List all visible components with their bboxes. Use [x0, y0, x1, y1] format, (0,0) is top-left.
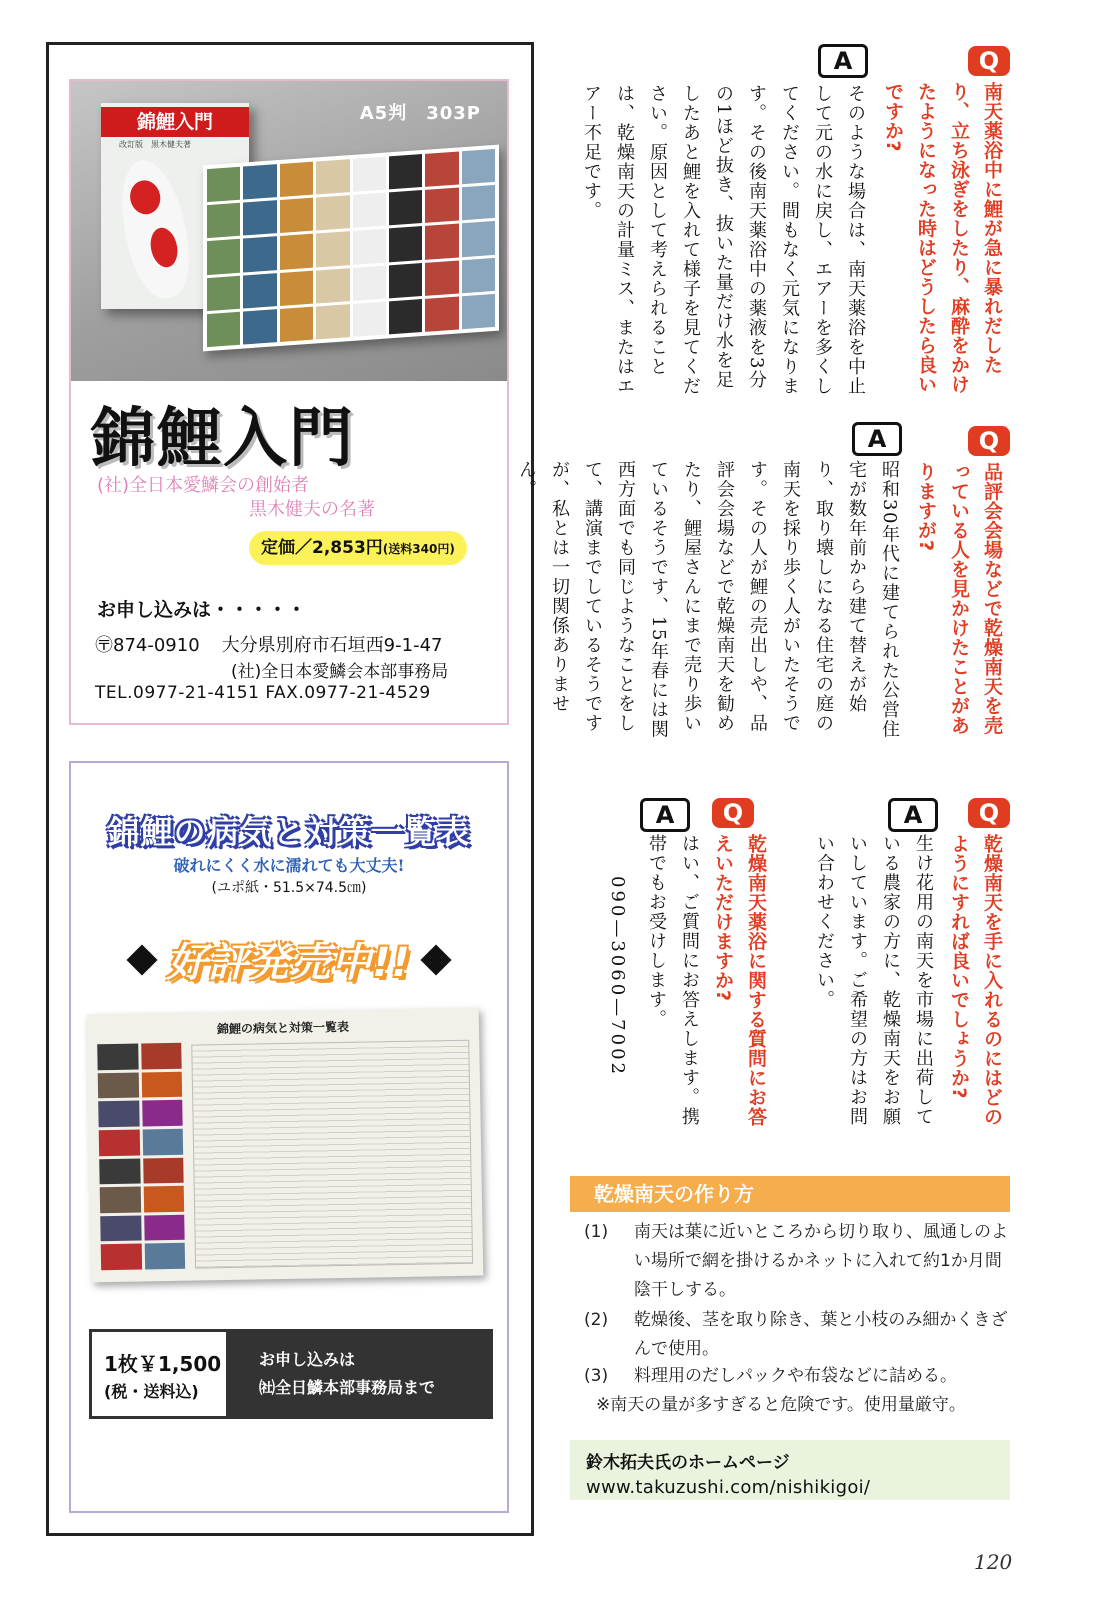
question-badge: Q	[968, 426, 1010, 456]
chart-poster-photo	[87, 1008, 484, 1283]
photo-tile	[389, 263, 422, 299]
on-sale-text: 好評発売中!!	[167, 940, 411, 986]
chart-price-box	[92, 1332, 226, 1416]
question-text: 乾燥南天を手に入れるのにはどのようにすれば良いでしょうか?	[948, 834, 1003, 1127]
book-price: 定価／2,853円	[261, 538, 383, 558]
answer-text: 生け花用の南天を市場に出荷している農家の方に、乾燥南天をお願いしています。ご希望の方はお問い合わせください。	[814, 834, 934, 1127]
photo-tile	[353, 157, 386, 193]
chart-ad-title: 錦鯉の病気と対策一覧表	[107, 813, 471, 851]
poster-thumbnail	[97, 1044, 138, 1070]
photo-tile	[243, 164, 276, 200]
answer-badge: A	[818, 44, 868, 78]
koi-illustration	[111, 154, 199, 303]
poster-thumbnail	[101, 1244, 142, 1270]
step-number: (3)	[584, 1366, 609, 1386]
photo-tile	[243, 200, 276, 236]
book-open-pages	[203, 145, 499, 352]
chart-order-text: お申し込みは	[259, 1350, 356, 1369]
howto-step	[584, 1362, 1014, 1391]
photo-tile	[353, 265, 386, 301]
photo-tile	[389, 299, 422, 335]
book-price-badge	[249, 531, 467, 565]
photo-tile	[462, 258, 495, 294]
chart-ad-spec: (ユポ紙・51.5×74.5㎝)	[211, 880, 367, 896]
diamond-icon	[420, 944, 451, 975]
chart-advertisement	[69, 761, 509, 1513]
photo-tile	[207, 203, 240, 239]
poster-thumbnail	[144, 1243, 185, 1269]
organization-name: (社)全日本愛鱗会本部事務局	[231, 662, 449, 682]
photo-tile	[207, 275, 240, 311]
howto-step	[584, 1306, 1014, 1364]
chart-price: 1枚￥1,500	[104, 1352, 222, 1376]
chart-order-bar	[89, 1329, 493, 1419]
answer-text: 昭和30年代に建てられた公営住宅が数年前から建て替えが始り、取り壊しになる住宅の庭の南天を採り歩く人がいたそうです。その人が鯉の売出しや、品評会会場などで乾燥南天を勧めたり、鯉屋さんにまで売り歩いているそうです、15年春には関西方面でも同じようなことをして、講演までしているそうですが、私とは一切関係ありません。	[516, 460, 900, 740]
book-photo	[71, 81, 507, 381]
howto-step	[584, 1218, 1014, 1305]
homepage-url[interactable]: www.takuzushi.com/nishikigoi/	[586, 1477, 871, 1498]
photo-tile	[462, 149, 495, 185]
photo-tile	[389, 226, 422, 262]
step-number: (1)	[584, 1222, 609, 1242]
answer-badge: A	[852, 422, 902, 456]
answer-badge: A	[640, 798, 690, 832]
photo-tile	[207, 167, 240, 203]
book-size-label: A5判 303P	[359, 103, 481, 124]
book-apply-heading: お申し込みは・・・・・	[97, 599, 307, 621]
page-number: 120	[974, 1550, 1013, 1574]
howto-warning-note: ※南天の量が多すぎると危険です。使用量厳守。	[596, 1395, 966, 1415]
address: 大分県別府市石垣西9-1-47	[221, 635, 443, 656]
photo-tile	[425, 188, 458, 224]
step-text: 乾燥後、茎を取り除き、葉と小枝のみ細かくきざんで使用。	[634, 1310, 1008, 1359]
homepage-title: 鈴木拓夫氏のホームページ	[586, 1453, 790, 1473]
poster-thumbnail	[142, 1129, 183, 1155]
photo-tile	[462, 185, 495, 221]
photo-tile	[207, 239, 240, 275]
photo-tile	[316, 304, 349, 340]
contact-phone: 090—3060—7002	[607, 876, 628, 1077]
postal-code: 〶874-0910	[95, 635, 200, 656]
photo-tile	[316, 231, 349, 267]
question-badge: Q	[968, 46, 1010, 76]
poster-thumbnail	[100, 1187, 141, 1213]
photo-tile	[462, 294, 495, 330]
on-sale-banner	[71, 931, 507, 988]
question-text: 品評会会場などで乾燥南天を売っている人を見かけたことがありますが?	[915, 462, 1003, 735]
book-cover-subtitle: 改訂版 黒木健夫著	[119, 140, 191, 149]
book-postage: (送料340円)	[382, 542, 455, 556]
book-title: 錦鯉入門	[91, 401, 355, 476]
question-text: 乾燥南天薬浴に関する質問にお答えいただけますか?	[712, 834, 767, 1127]
photo-tile	[389, 190, 422, 226]
photo-tile	[425, 151, 458, 187]
book-advertisement	[69, 79, 509, 725]
advertisement-frame	[46, 42, 534, 1536]
photo-tile	[316, 268, 349, 304]
diamond-icon	[127, 944, 158, 975]
poster-thumbnail	[143, 1186, 184, 1212]
answer-badge: A	[888, 798, 938, 832]
poster-thumbnail	[144, 1215, 185, 1241]
chart-order-text: ㈳全日鱗本部事務局まで	[259, 1378, 436, 1397]
photo-tile	[353, 229, 386, 265]
photo-tile	[425, 260, 458, 296]
step-text: 南天は葉に近いところから切り取り、風通しのよい場所で網を掛けるかネットに入れて約1か月間陰干しする。	[634, 1222, 1008, 1300]
book-cover-title: 錦鯉入門	[101, 107, 249, 137]
photo-tile	[243, 273, 276, 309]
step-text: 料理用のだしパックや布袋などに詰める。	[634, 1366, 957, 1386]
step-number: (2)	[584, 1310, 609, 1330]
photo-tile	[462, 221, 495, 257]
photo-tile	[280, 306, 313, 342]
photo-tile	[243, 309, 276, 345]
poster-thumbnail	[141, 1043, 182, 1069]
chart-ad-subtitle: 破れにくく水に濡れても大丈夫!	[173, 856, 405, 875]
poster-thumbnail	[100, 1215, 141, 1241]
photo-tile	[280, 198, 313, 234]
photo-tile	[243, 237, 276, 273]
poster-thumbnails	[97, 1043, 185, 1270]
photo-tile	[353, 301, 386, 337]
homepage-box	[570, 1440, 1010, 1500]
poster-thumbnail	[99, 1158, 140, 1184]
photo-tile	[425, 296, 458, 332]
photo-tile	[280, 270, 313, 306]
poster-thumbnail	[99, 1129, 140, 1155]
question-badge: Q	[712, 798, 754, 828]
photo-tile	[353, 193, 386, 229]
poster-title: 錦鯉の病気と対策一覧表	[216, 1019, 350, 1037]
answer-text: そのような場合は、南天薬浴を中止して元の水に戻し、エアーを多くしてください。間もなく元気になります。その後南天薬浴中の薬液を3分の1ほど抜き、抜いた量だけ水を足したあと鯉を入れて様子を見てください。原因として考えられることは、乾燥南天の計量ミス、またはエアー不足です。	[581, 84, 866, 396]
poster-thumbnail	[141, 1071, 182, 1097]
answer-text: はい、ご質問にお答えします。携帯でもお受けします。	[646, 834, 700, 1127]
poster-table	[191, 1040, 473, 1269]
photo-tile	[316, 159, 349, 195]
book-author-line: 黒木健夫の名著	[249, 499, 375, 520]
poster-thumbnail	[98, 1101, 139, 1127]
photo-tile	[280, 162, 313, 198]
photo-tile	[280, 234, 313, 270]
photo-tile	[425, 224, 458, 260]
poster-thumbnail	[98, 1072, 139, 1098]
poster-thumbnail	[142, 1100, 183, 1126]
chart-tax-note: (税・送料込)	[104, 1382, 199, 1401]
poster-thumbnail	[143, 1157, 184, 1183]
photo-tile	[316, 195, 349, 231]
question-text: 南天薬浴中に鯉が急に暴れだしたり、立ち泳ぎをしたり、麻酔をかけたようになった時はどうしたら良いですか?	[882, 82, 1003, 394]
question-badge: Q	[968, 798, 1010, 828]
phone-fax: TEL.0977-21-4151 FAX.0977-21-4529	[95, 683, 431, 703]
book-address-row	[95, 631, 442, 657]
book-author-line: (社)全日本愛鱗会の創始者	[97, 475, 310, 496]
photo-tile	[389, 154, 422, 190]
howto-title: 乾燥南天の作り方	[570, 1176, 1010, 1212]
photo-tile	[207, 312, 240, 348]
